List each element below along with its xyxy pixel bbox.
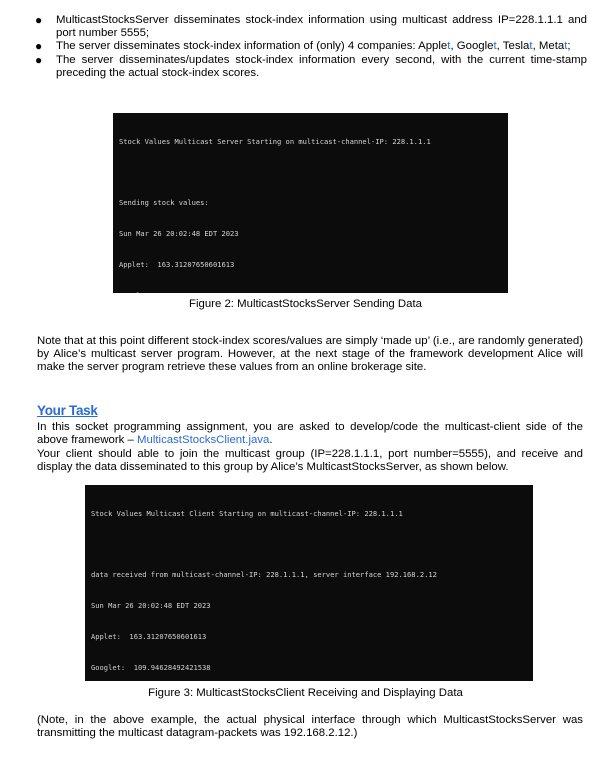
task-paragraph-1	[37, 421, 583, 447]
terminal-header: Stock Values Multicast Server Starting on multicast-channel-IP: 228.1.1.1	[119, 136, 431, 146]
bullet-dot-icon: ●	[35, 52, 43, 67]
terminal-line: data received from multicast-channel-IP: 228.1.1.1, server interface 192.168.2.12	[91, 570, 437, 580]
bullet-list	[31, 14, 587, 80]
bullet-dot-icon: ●	[35, 13, 43, 27]
client-java-link[interactable]: MulticastStocksClient.java	[137, 434, 270, 447]
note-paragraph: Note that at this point different stock-index scores/values are simply ‘made up’ (i.e., are randomly generated) by Alice’s multicast server program. However, at the next stage of the framework development Alice will make the server program retrieve these values from an online brokerage site.	[37, 335, 583, 374]
bullet-text: MulticastStocksServer disseminates stock-index information using multicast address IP=228.1.1.1 and port number 5555;	[56, 14, 587, 40]
figure-2-caption: Figure 2: MulticastStocksServer Sending Data	[189, 298, 422, 310]
terminal-line: Applet: 163.31207650601613	[91, 632, 207, 642]
bullet-text: , Meta	[532, 40, 565, 53]
terminal-line: Googlet: 109.94628492421538	[91, 663, 211, 673]
figure-3-caption: Figure 3: MulticastStocksClient Receiving and Displaying Data	[148, 687, 463, 699]
bullet-item	[31, 40, 587, 53]
bullet-dot-icon: ●	[35, 39, 43, 54]
your-task-heading: Your Task	[37, 403, 98, 418]
bullet-item	[31, 14, 587, 40]
client-terminal-screenshot	[85, 485, 533, 681]
bullet-text: , Google	[450, 40, 494, 53]
bullet-text: , Tesla	[496, 40, 530, 53]
task-paragraph-2: Your client should able to join the multicast group (IP=228.1.1.1, port number=5555), and receive and display the data disseminated to this group by Alice’s MulticastStocksServer, as shown below.	[37, 448, 583, 474]
highlight-t: t	[529, 40, 533, 53]
highlight-t: t	[447, 40, 451, 53]
server-terminal-screenshot	[113, 113, 508, 293]
bullet-text: The server disseminates stock-index information of (only) 4 companies: Apple	[56, 40, 448, 53]
final-note-paragraph: (Note, in the above example, the actual physical interface through which MulticastStocksServer was transmitting the multicast datagram-packets was 192.168.2.12.)	[37, 714, 583, 740]
task-text: In this socket programming assignment, you are asked to develop/code the multicast-client side of the above framework –	[37, 421, 583, 447]
terminal-line: Applet: 163.31207650601613	[119, 260, 235, 270]
terminal-line: Sun Mar 26 20:02:48 EDT 2023	[91, 601, 211, 611]
task-text: .	[269, 434, 273, 447]
bullet-text: The server disseminates/updates stock-index information every second, with the current time-stamp preceding the actual stock-index scores.	[56, 53, 587, 79]
bullet-text: ;	[567, 40, 571, 53]
terminal-line: Sending stock values:	[119, 198, 209, 208]
terminal-line: Sun Mar 26 20:02:48 EDT 2023	[119, 229, 239, 239]
terminal-line	[119, 291, 508, 293]
bullet-item	[31, 54, 587, 80]
terminal-header: Stock Values Multicast Client Starting on multicast-channel-IP: 228.1.1.1	[91, 508, 403, 518]
highlight-t: t	[564, 40, 568, 53]
highlight-t: t	[493, 40, 497, 53]
